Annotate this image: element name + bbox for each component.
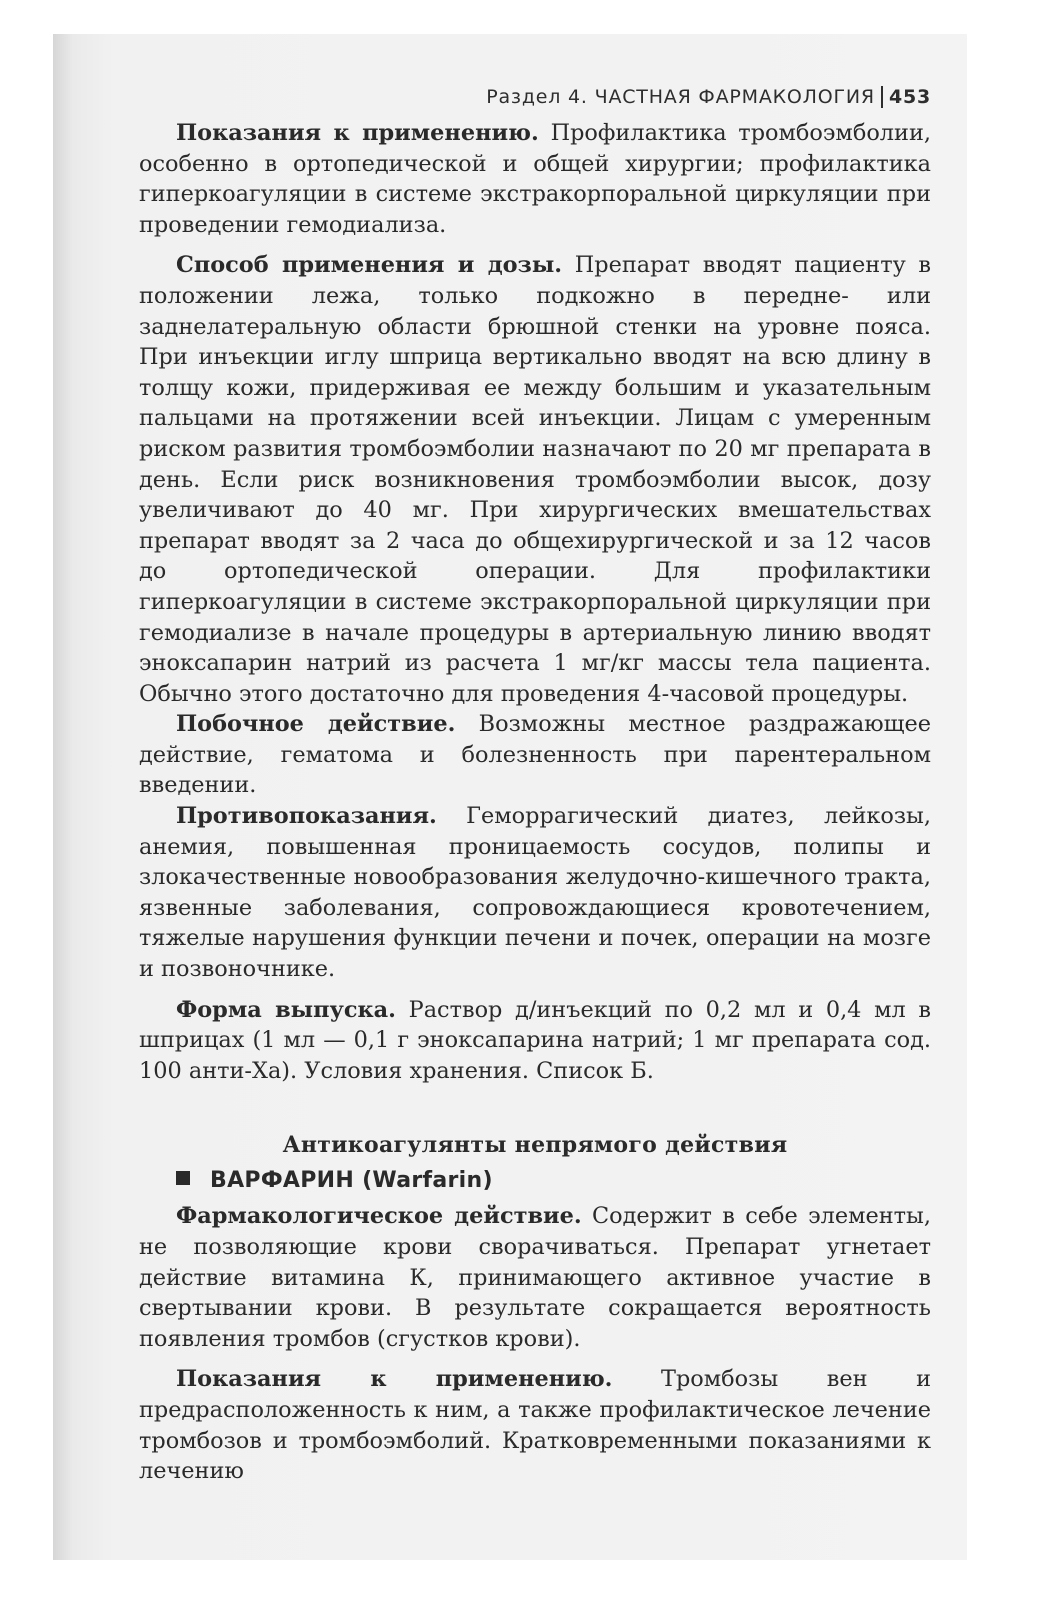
paragraph-text: Возможны местное раздражающее действие, гематома и болезненность при парентеральном введении. [139,711,931,799]
page-number: 453 [881,86,931,108]
section-heading: Антикоагулянты непрямого действия [282,1132,788,1159]
paragraph-dosage [139,250,931,709]
paragraph-text: Геморрагический диатез, лейкозы, анемия, повышенная проницаемость сосудов, полипы и злокачественные новообразования желудочно-кишечного тракта, язвенные заболевания, сопровождающиеся кровотечением, тяжелые нарушения функции печени и почек, операции на мозге и позвоночнике. [139,803,931,983]
paragraph-lead: Показания к применению. [176,120,539,146]
paragraph-pharmacology [139,1201,931,1354]
paragraph-text: Препарат вводят пациенту в положении лежа, только подкожно в передне- или заднелатеральную области брюшной стенки на уровне пояса. При инъекции иглу шприца вертикально вводят на всю длину в толщу кожи, придерживая ее между большим и указательным пальцами на протяжении всей инъекции. Лицам с умеренным риском развития тромбоэмболии назначают по 20 мг препарата в день. Если риск возникновения тромбоэмболии высок, дозу увеличивают до 40 мг. При хирургических вмешательствах препарат вводят за 2 часа до общехирургической и за 12 часов до ортопедической операции. Для профилактики гиперкоагуляции в системе экстракорпоральной циркуляции при гемодиализе в начале процедуры в артериальную линию вводят эноксапарин натрий из расчета 1 мг/кг массы тела пациента. Обычно этого достаточно для проведения 4-часовой процедуры. [139,252,931,707]
paragraph-indications [139,118,931,240]
paragraph-lead: Форма выпуска. [176,996,396,1023]
paragraph-lead: Противопоказания. [176,803,437,830]
paragraph-contraindications [139,801,931,985]
paragraph-text: Раствор д/инъекций по 0,2 мл и 0,4 мл в шприцах (1 мл — 0,1 г эноксапарина натрий; 1 мг препарата сод. 100 анти-Ха). Условия хранения. Список Б. [139,996,931,1084]
paragraph-lead: Побочное действие. [176,711,456,738]
paragraph-side-effects [139,709,931,801]
paragraph-indications-warfarin [139,1364,931,1486]
paragraph-lead: Фармакологическое действие. [176,1203,582,1230]
square-bullet-icon [176,1171,190,1185]
paragraph-text: Профилактика тромбоэмболии, особенно в ортопедической и общей хирургии; профилактика гиперкоагуляции в системе экстракорпоральной циркуляции при проведении гемодиализа. [139,120,931,238]
page-content [139,86,931,1487]
section-title-header: Раздел 4. ЧАСТНАЯ ФАРМАКОЛОГИЯ [486,86,875,108]
paragraph-lead: Показания к применению. [176,1366,613,1393]
paragraph-release-form [139,995,931,1087]
drug-title: ВАРФАРИН (Warfarin) [210,1168,493,1194]
paragraph-text: Тромбозы вен и предрасположенность к ним, а также профилактическое лечение тромбозов и тромбоэмболий. Кратковременными показаниями к лечению [139,1366,931,1485]
page [53,34,967,1560]
running-header [139,86,931,108]
paragraph-text: Содержит в себе элементы, не позволяющие крови сворачиваться. Препарат угнетает действие витамина К, принимающего активное участие в свертывании крови. В результате сокращается вероятность появления тромбов (сгустков крови). [139,1203,931,1352]
paragraph-lead: Способ применения и дозы. [176,252,563,279]
drug-heading [139,1168,931,1193]
